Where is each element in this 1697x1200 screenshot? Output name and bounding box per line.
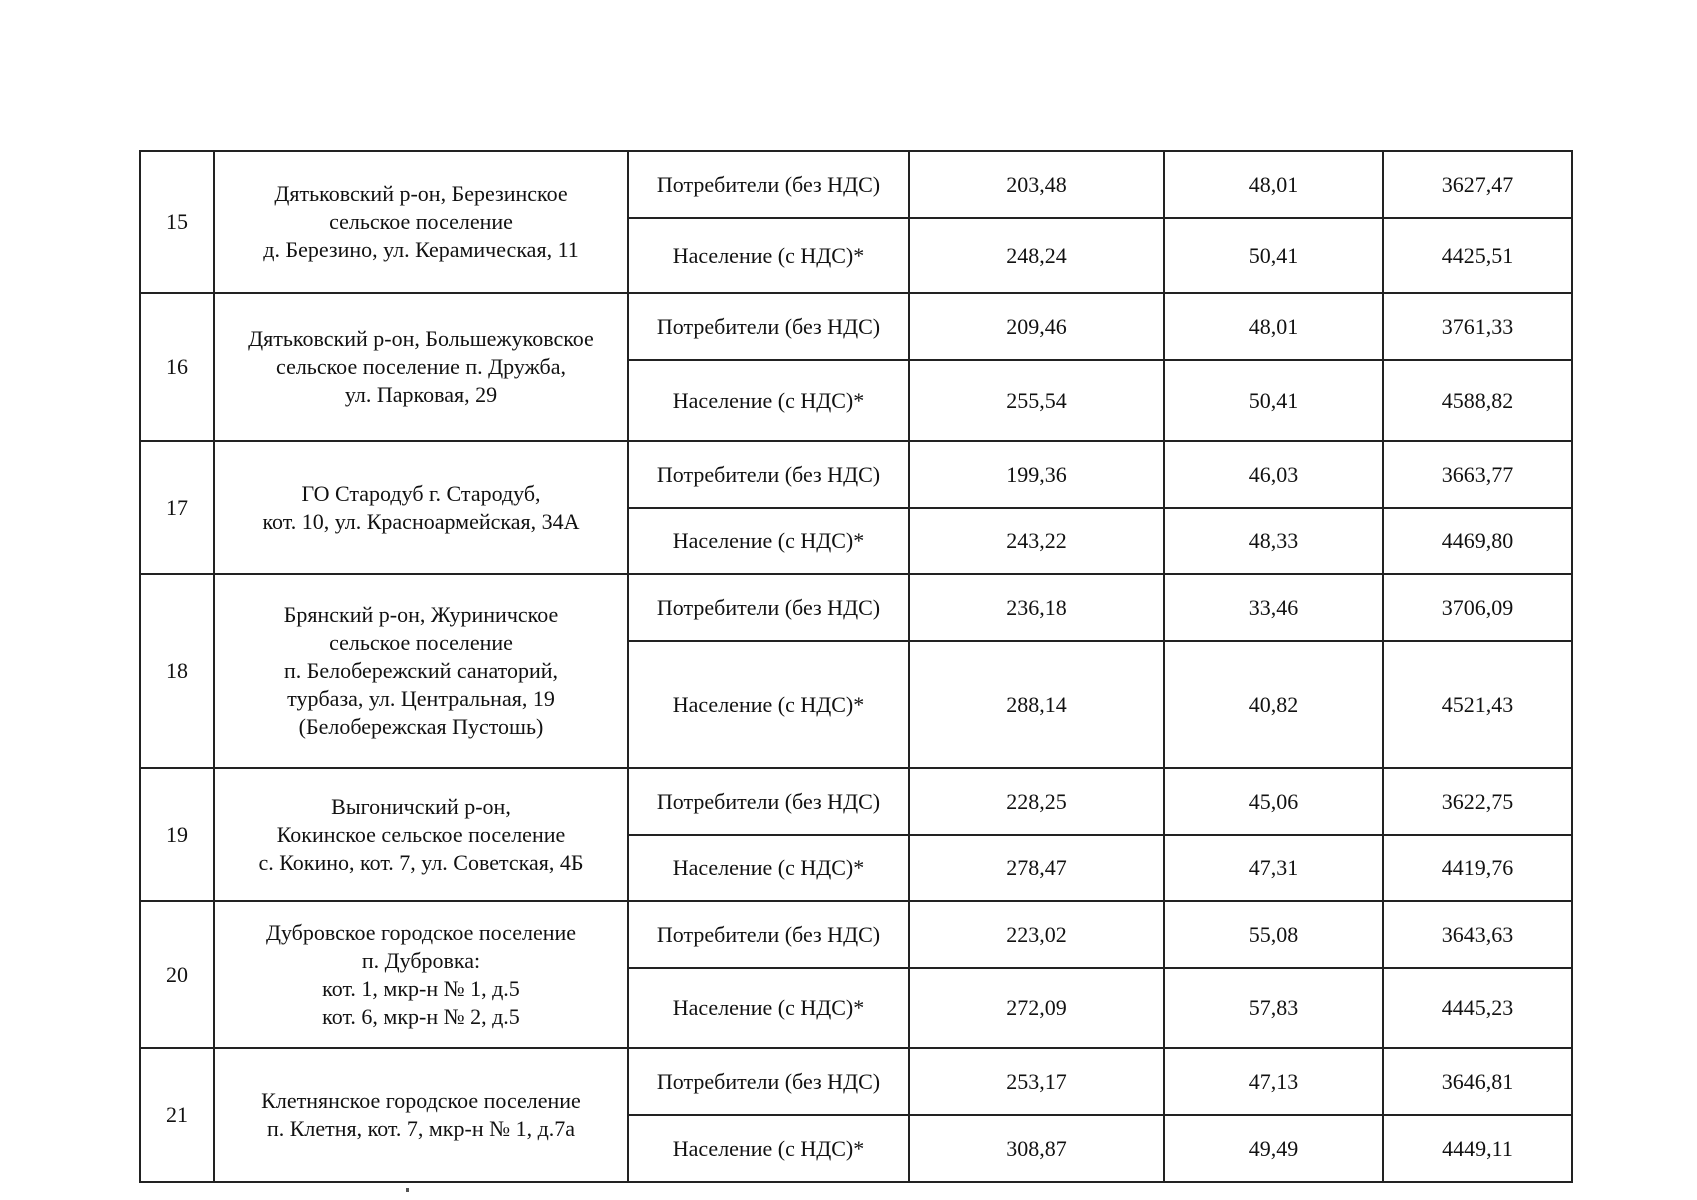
consumer-category: Население (с НДС)* — [628, 968, 909, 1048]
tariff-value-1: 236,18 — [909, 574, 1164, 641]
table-row — [140, 1048, 1572, 1115]
address-line: кот. 6, мкр-н № 2, д.5 — [322, 1003, 520, 1029]
consumer-category: Потребители (без НДС) — [628, 574, 909, 641]
address-line: ГО Стародуб г. Стародуб, — [301, 480, 541, 506]
table-body — [140, 151, 1572, 1182]
consumer-category: Население (с НДС)* — [628, 641, 909, 768]
tariff-value-1: 255,54 — [909, 360, 1164, 441]
row-number: 20 — [140, 901, 214, 1048]
tariff-value-1: 209,46 — [909, 293, 1164, 360]
tariff-value-1: 243,22 — [909, 508, 1164, 574]
tariff-value-2: 47,31 — [1164, 835, 1383, 901]
table-row — [140, 901, 1572, 968]
row-number: 21 — [140, 1048, 214, 1182]
tariff-value-3: 3761,33 — [1383, 293, 1572, 360]
tariff-value-3: 3663,77 — [1383, 441, 1572, 508]
address-line: сельское поселение п. Дружба, — [276, 354, 566, 379]
tariff-value-3: 4469,80 — [1383, 508, 1572, 574]
table-row — [140, 151, 1572, 218]
tariff-value-1: 308,87 — [909, 1115, 1164, 1182]
row-number: 19 — [140, 768, 214, 901]
address-cell — [214, 768, 628, 901]
address-line: кот. 1, мкр-н № 1, д.5 — [322, 975, 520, 1001]
address-line: п. Клетня, кот. 7, мкр-н № 1, д.7а — [266, 1116, 576, 1141]
consumer-category: Потребители (без НДС) — [628, 441, 909, 508]
tariff-value-3: 4588,82 — [1383, 360, 1572, 441]
tariff-value-2: 50,41 — [1164, 218, 1383, 293]
consumer-category: Население (с НДС)* — [628, 360, 909, 441]
tariff-value-2: 45,06 — [1164, 768, 1383, 835]
row-number: 16 — [140, 293, 214, 441]
tariff-value-3: 3643,63 — [1383, 901, 1572, 968]
table-row — [140, 574, 1572, 641]
consumer-category: Население (с НДС)* — [628, 508, 909, 574]
tariff-value-2: 50,41 — [1164, 360, 1383, 441]
address-line: Дятьковский р-он, Большежуковское — [248, 326, 594, 351]
tariff-value-3: 4521,43 — [1383, 641, 1572, 768]
consumer-category: Население (с НДС)* — [628, 1115, 909, 1182]
address-line: Дубровское городское поселение — [265, 919, 577, 945]
tariff-value-2: 47,13 — [1164, 1048, 1383, 1115]
address-cell — [214, 901, 628, 1048]
consumer-category: Потребители (без НДС) — [628, 901, 909, 968]
row-number: 18 — [140, 574, 214, 768]
tariff-value-2: 40,82 — [1164, 641, 1383, 768]
address-cell — [214, 293, 628, 441]
tariff-value-1: 228,25 — [909, 768, 1164, 835]
address-line: п. Белобережский санаторий, — [283, 658, 559, 683]
tariff-value-3: 3622,75 — [1383, 768, 1572, 835]
consumer-category: Потребители (без НДС) — [628, 1048, 909, 1115]
tariff-value-2: 49,49 — [1164, 1115, 1383, 1182]
tariff-value-1: 288,14 — [909, 641, 1164, 768]
row-number: 15 — [140, 151, 214, 293]
address-line: с. Кокино, кот. 7, ул. Советская, 4Б — [258, 849, 584, 875]
tariff-value-2: 48,01 — [1164, 293, 1383, 360]
address-line: сельское поселение — [329, 630, 513, 655]
tariff-value-3: 3627,47 — [1383, 151, 1572, 218]
table-row — [140, 441, 1572, 508]
address-line: турбаза, ул. Центральная, 19 — [287, 686, 555, 711]
consumer-category: Потребители (без НДС) — [628, 768, 909, 835]
address-line: п. Дубровка: — [361, 947, 481, 973]
tariff-value-3: 4449,11 — [1383, 1115, 1572, 1182]
address-cell — [214, 574, 628, 768]
address-line: Клетнянское городское поселение — [261, 1088, 581, 1113]
consumer-category: Потребители (без НДС) — [628, 151, 909, 218]
address-line: Дятьковский р-он, Березинское — [274, 181, 568, 206]
scan-speck — [406, 1188, 409, 1192]
tariff-value-2: 46,03 — [1164, 441, 1383, 508]
consumer-category: Население (с НДС)* — [628, 835, 909, 901]
tariff-value-1: 248,24 — [909, 218, 1164, 293]
tariff-value-3: 4419,76 — [1383, 835, 1572, 901]
consumer-category: Потребители (без НДС) — [628, 293, 909, 360]
row-number: 17 — [140, 441, 214, 574]
tariff-value-3: 4425,51 — [1383, 218, 1572, 293]
tariff-value-3: 3706,09 — [1383, 574, 1572, 641]
tariff-value-1: 272,09 — [909, 968, 1164, 1048]
tariff-value-3: 3646,81 — [1383, 1048, 1572, 1115]
tariff-value-2: 57,83 — [1164, 968, 1383, 1048]
tariff-value-1: 278,47 — [909, 835, 1164, 901]
tariff-value-2: 48,01 — [1164, 151, 1383, 218]
tariff-value-1: 223,02 — [909, 901, 1164, 968]
address-cell — [214, 1048, 628, 1182]
tariff-value-2: 33,46 — [1164, 574, 1383, 641]
tariff-value-3: 4445,23 — [1383, 968, 1572, 1048]
address-line: д. Березино, ул. Керамическая, 11 — [263, 237, 579, 262]
address-line: ул. Парковая, 29 — [344, 382, 498, 407]
address-line: кот. 10, ул. Красноармейская, 34А — [262, 508, 580, 534]
address-line: сельское поселение — [329, 209, 513, 234]
table-row — [140, 293, 1572, 360]
tariff-table — [139, 150, 1573, 1183]
tariff-value-1: 203,48 — [909, 151, 1164, 218]
address-line: Брянский р-он, Журиничское — [283, 602, 559, 627]
table-row — [140, 768, 1572, 835]
tariff-value-2: 55,08 — [1164, 901, 1383, 968]
address-cell — [214, 441, 628, 574]
address-cell — [214, 151, 628, 293]
address-line: (Белобережская Пустошь) — [298, 714, 544, 739]
address-line: Выгоничский р-он, — [331, 793, 511, 819]
tariff-value-2: 48,33 — [1164, 508, 1383, 574]
tariff-value-1: 199,36 — [909, 441, 1164, 508]
address-line: Кокинское сельское поселение — [276, 821, 566, 847]
tariff-value-1: 253,17 — [909, 1048, 1164, 1115]
consumer-category: Население (с НДС)* — [628, 218, 909, 293]
